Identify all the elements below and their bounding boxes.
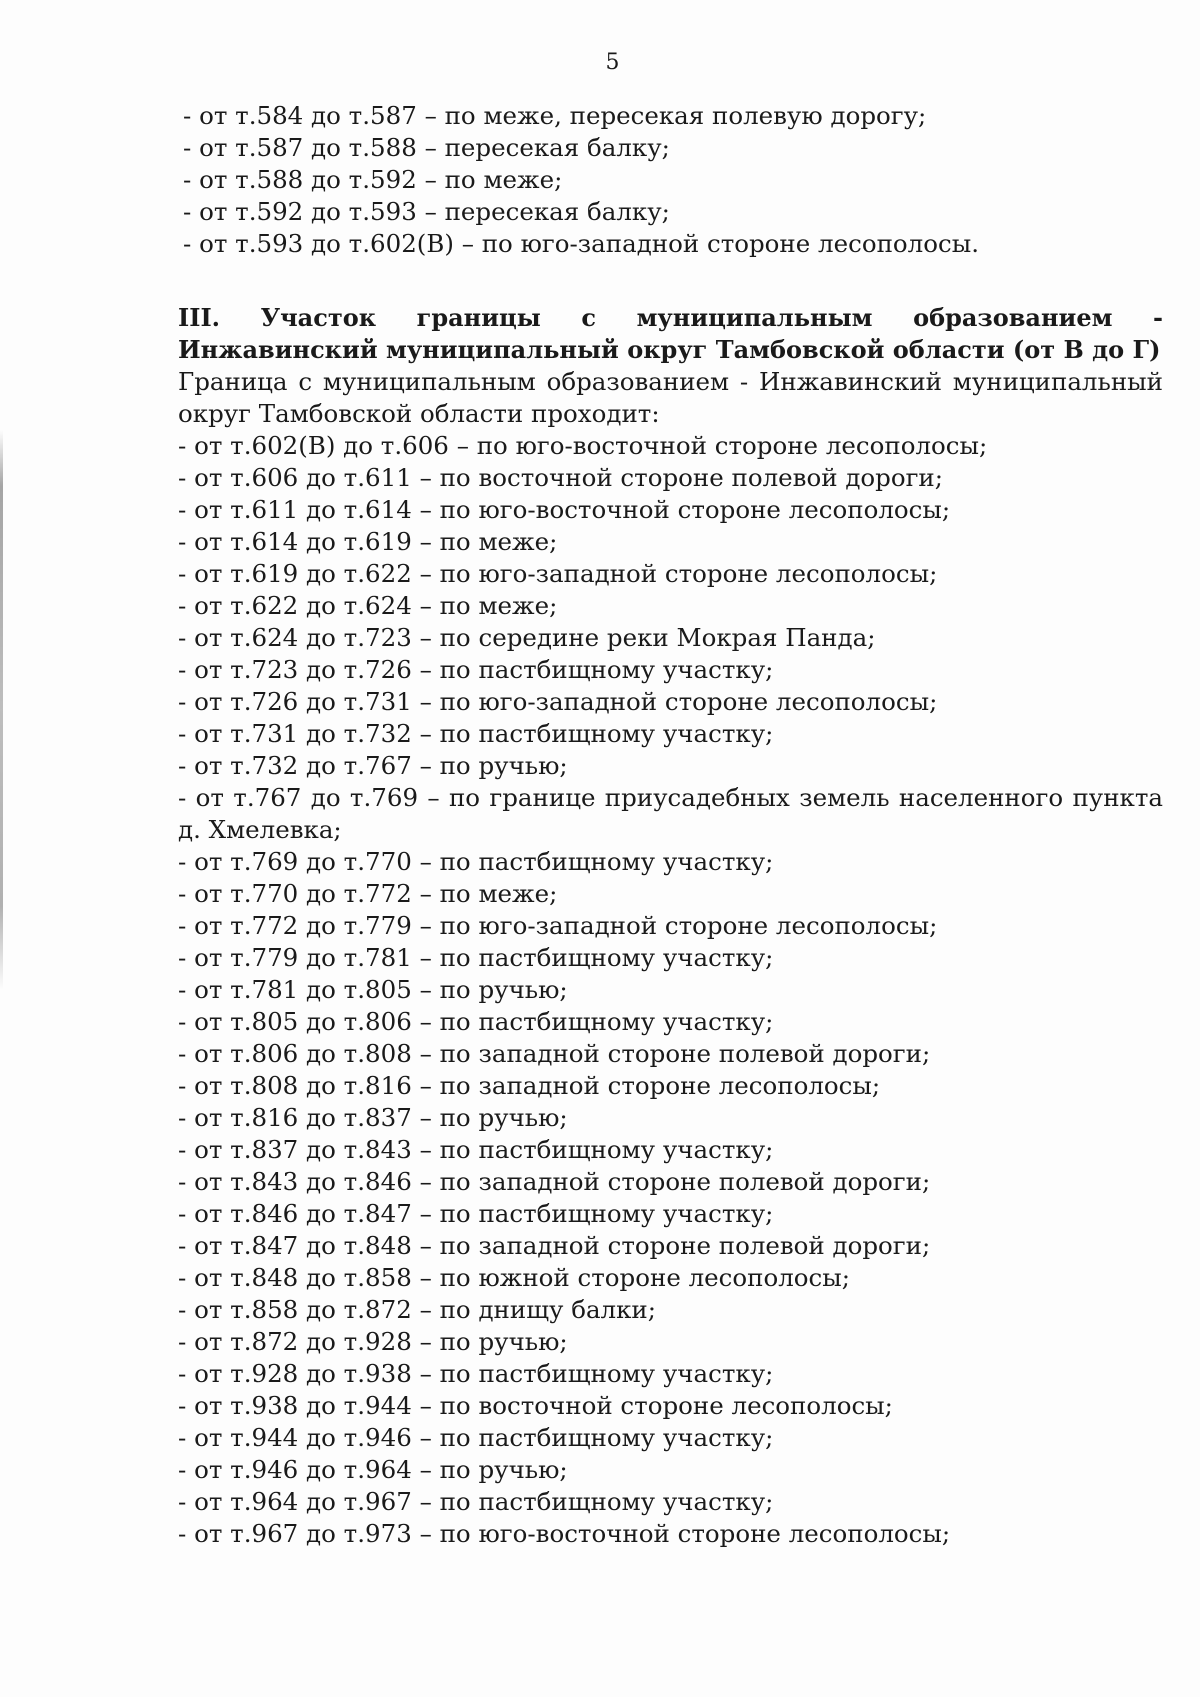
list-item: - от т.732 до т.767 – по ручью;	[178, 751, 568, 780]
list-item: - от т.848 до т.858 – по южной стороне лесополосы;	[178, 1263, 851, 1292]
list-item: - от т.808 до т.816 – по западной стороне лесополосы;	[178, 1071, 881, 1100]
list-item: - от т.946 до т.964 – по ручью;	[178, 1455, 568, 1484]
list-item: - от т.858 до т.872 – по днищу балки;	[178, 1295, 657, 1324]
list-item: - от т.847 до т.848 – по западной стороне полевой дороги;	[178, 1231, 931, 1260]
list-item: - от т.816 до т.837 – по ручью;	[178, 1103, 568, 1132]
list-item: - от т.779 до т.781 – по пастбищному участку;	[178, 943, 774, 972]
section-heading: III. Участок границы с муниципальным образованием - Инжавинский муниципальный округ Тамбовской области (от В до Г)	[178, 303, 1163, 364]
list-item: - от т.726 до т.731 – по юго-западной стороне лесополосы;	[178, 687, 938, 716]
section-intro: Граница с муниципальным образованием - Инжавинский муниципальный округ Тамбовской области проходит:	[178, 367, 1163, 428]
page-number: 5	[605, 50, 620, 75]
list-item: - от т.624 до т.723 – по середине реки Мокрая Панда;	[178, 623, 876, 652]
section-iii	[178, 302, 1163, 1550]
section-boundary-list	[178, 430, 1163, 1550]
list-item: - от т.588 до т.592 – по меже;	[183, 165, 563, 194]
top-boundary-list	[183, 100, 1143, 260]
list-item: - от т.964 до т.967 – по пастбищному участку;	[178, 1487, 774, 1516]
list-item: - от т.584 до т.587 – по меже, пересекая полевую дорогу;	[183, 101, 927, 130]
list-item: - от т.967 до т.973 – по юго-восточной стороне лесополосы;	[178, 1519, 951, 1548]
list-item: - от т.592 до т.593 – пересекая балку;	[183, 197, 670, 226]
list-item: - от т.606 до т.611 – по восточной стороне полевой дороги;	[178, 463, 944, 492]
list-item: - от т.723 до т.726 – по пастбищному участку;	[178, 655, 774, 684]
list-item: - от т.837 до т.843 – по пастбищному участку;	[178, 1135, 774, 1164]
list-item: - от т.843 до т.846 – по западной стороне полевой дороги;	[178, 1167, 931, 1196]
list-item: - от т.731 до т.732 – по пастбищному участку;	[178, 719, 774, 748]
list-item: - от т.872 до т.928 – по ручью;	[178, 1327, 568, 1356]
list-item: - от т.770 до т.772 – по меже;	[178, 879, 558, 908]
list-item: - от т.593 до т.602(В) – по юго-западной стороне лесополосы.	[183, 229, 979, 258]
list-item: - от т.781 до т.805 – по ручью;	[178, 975, 568, 1004]
list-item: - от т.767 до т.769 – по границе приусадебных земель населенного пункта д. Хмелевка;	[178, 783, 1163, 844]
list-item: - от т.846 до т.847 – по пастбищному участку;	[178, 1199, 774, 1228]
list-item: - от т.944 до т.946 – по пастбищному участку;	[178, 1423, 774, 1452]
list-item: - от т.602(В) до т.606 – по юго-восточной стороне лесополосы;	[178, 431, 988, 460]
list-item: - от т.619 до т.622 – по юго-западной стороне лесополосы;	[178, 559, 938, 588]
list-item: - от т.614 до т.619 – по меже;	[178, 527, 558, 556]
list-item: - от т.772 до т.779 – по юго-западной стороне лесополосы;	[178, 911, 938, 940]
list-item: - от т.806 до т.808 – по западной стороне полевой дороги;	[178, 1039, 931, 1068]
scan-edge-artifact	[0, 430, 3, 990]
list-item: - от т.938 до т.944 – по восточной стороне лесополосы;	[178, 1391, 893, 1420]
list-item: - от т.622 до т.624 – по меже;	[178, 591, 558, 620]
list-item: - от т.769 до т.770 – по пастбищному участку;	[178, 847, 774, 876]
list-item: - от т.805 до т.806 – по пастбищному участку;	[178, 1007, 774, 1036]
list-item: - от т.587 до т.588 – пересекая балку;	[183, 133, 670, 162]
list-item: - от т.928 до т.938 – по пастбищному участку;	[178, 1359, 774, 1388]
list-item: - от т.611 до т.614 – по юго-восточной стороне лесополосы;	[178, 495, 951, 524]
